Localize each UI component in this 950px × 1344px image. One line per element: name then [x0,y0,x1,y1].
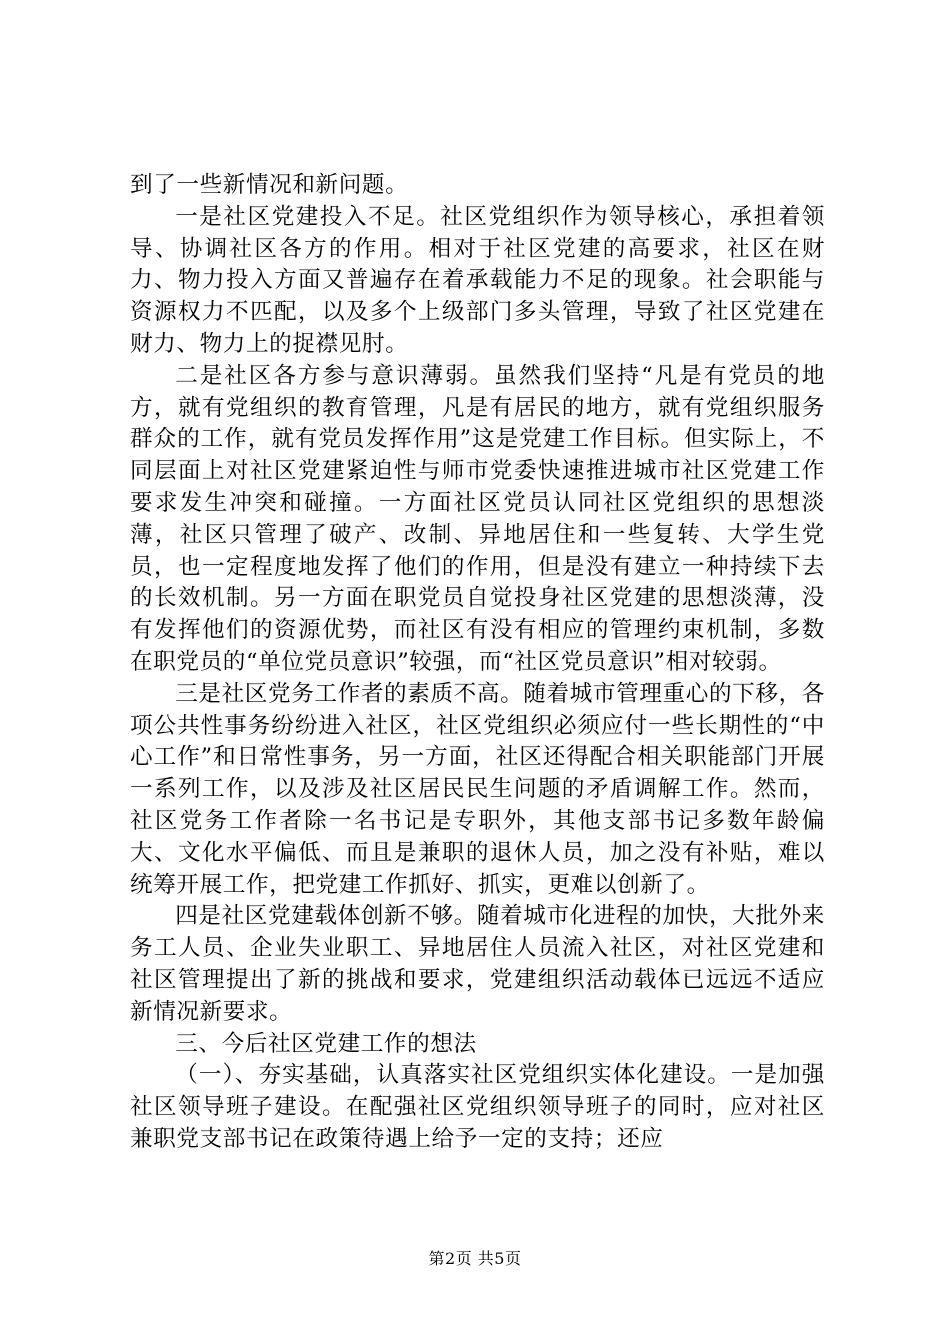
paragraph-subsection-one: （一）、夯实基础，认真落实社区党组织实体化建设。一是加强社区领导班子建设。在配强社区党组织领导班子的同时，应对社区兼职党支部书记在政策待遇上给予一定的支持；还应 [130,1062,825,1152]
paragraph-point-four: 四是社区党建载体创新不够。随着城市化进程的加快，大批外来务工人员、企业失业职工、异地居住人员流入社区，对社区党建和社区管理提出了新的挑战和要求，党建组织活动载体已远远不适应新情况新要求。 [130,903,825,1025]
paragraph-point-three: 三是社区党务工作者的素质不高。随着城市管理重心的下移，各项公共性事务纷纷进入社区，社区党组织必须应付一些长期性的“中心工作”和日常性事务，另一方面，社区还得配合相关职能部门开展一系列工作，以及涉及社区居民民生问题的矛盾调解工作。然而，社区党务工作者除一名书记是专职外，其他支部书记多数年龄偏大、文化水平偏低、而且是兼职的退休人员，加之没有补贴，难以统筹开展工作，把党建工作抓好、抓实，更难以创新了。 [130,680,825,898]
section-heading: 三、今后社区党建工作的想法 [175,1030,477,1057]
paragraph-point-two: 二是社区各方参与意识薄弱。虽然我们坚持“凡是有党员的地方，就有党组织的教育管理，凡是有居民的地方，就有党组织服务群众的工作，就有党员发挥作用”这是党建工作目标。但实际上，不同层面上对社区党建紧迫性与师市党委快速推进城市社区党建工作要求发生冲突和碰撞。一方面社区党员认同社区党组织的思想淡薄，社区只管理了破产、改制、异地居住和一些复转、大学生党员，也一定程度地发挥了他们的作用，但是没有建立一种持续下去的长效机制。另一方面在职党员自觉投身社区党建的思想淡薄，没有发挥他们的资源优势，而社区有没有相应的管理约束机制，多数在职党员的“单位党员意识”较强，而“社区党员意识”相对较弱。 [130,362,825,675]
paragraph-point-one: 一是社区党建投入不足。社区党组织作为领导核心，承担着领导、协调社区各方的作用。相对于社区党建的高要求，社区在财力、物力投入方面又普遍存在着承载能力不足的现象。社会职能与资源权力不匹配，以及多个上级部门多头管理，导致了社区党建在财力、物力上的捉襟见肘。 [130,203,825,357]
paragraph-continuation: 到了一些新情况和新问题。 [130,172,409,198]
page-number-footer: 第2页 共5页 [428,1249,522,1268]
document-body [130,170,825,1156]
